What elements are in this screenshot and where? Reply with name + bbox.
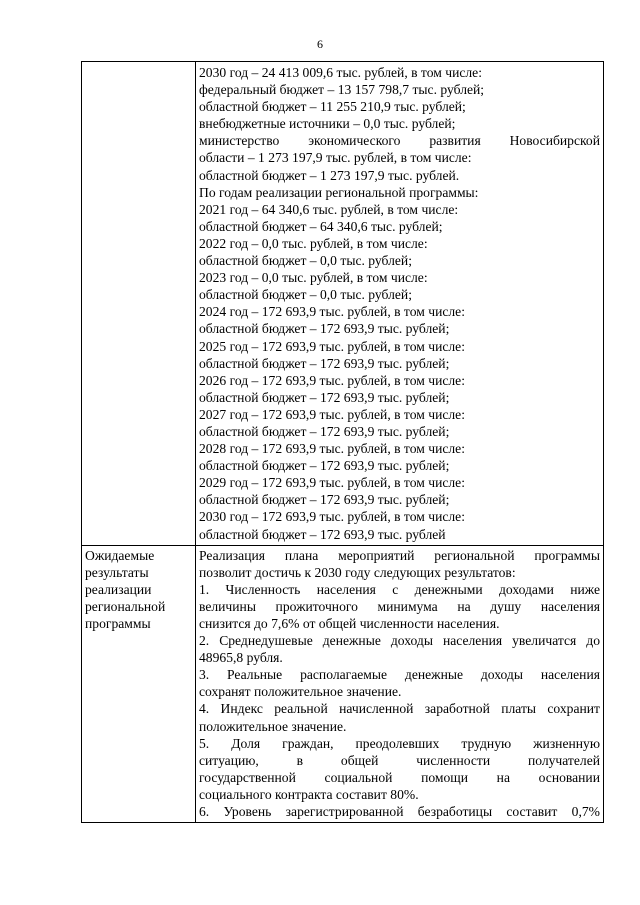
expected-results-text-line: позволит достичь к 2030 году следующих результатов: <box>199 564 516 580</box>
funding-text-line: областной бюджет – 172 693,9 тыс. рублей; <box>199 492 450 508</box>
expected-results-label-line: реализации <box>85 581 152 597</box>
funding-text-line: 2030 год – 24 413 009,6 тыс. рублей, в том числе: <box>199 65 482 80</box>
funding-text-line: областной бюджет – 172 693,9 тыс. рублей; <box>199 355 450 371</box>
expected-results-text-line: ситуацию, в общей численности получателей <box>199 752 600 768</box>
expected-results-text-line: государственной социальной помощи на основании <box>199 769 600 785</box>
funding-text-line: областной бюджет – 1 273 197,9 тыс. рублей. <box>199 167 460 183</box>
expected-results-text-line: социального контракта составит 80%. <box>199 786 419 802</box>
funding-text-line: 2029 год – 172 693,9 тыс. рублей, в том числе: <box>199 475 465 491</box>
funding-text-line: внебюджетные источники – 0,0 тыс. рублей; <box>199 116 456 132</box>
passport-table <box>81 61 604 823</box>
expected-results-text-line: величины прожиточного минимума на душу населения <box>199 598 600 614</box>
expected-results-label-line: Ожидаемые <box>85 547 155 563</box>
expected-results-text-line: 5. Доля граждан, преодолевших трудную жизненную <box>199 735 600 751</box>
funding-text-line: областной бюджет – 11 255 210,9 тыс. рублей; <box>199 99 466 115</box>
funding-text-line: федеральный бюджет – 13 157 798,7 тыс. рублей; <box>199 82 485 98</box>
funding-text-line: 2022 год – 0,0 тыс. рублей, в том числе: <box>199 235 428 251</box>
funding-text-line: 2030 год – 172 693,9 тыс. рублей, в том числе: <box>199 509 465 525</box>
funding-text-line: министерство экономического развития Новосибирской <box>199 133 600 149</box>
expected-results-text-line: Реализация плана мероприятий региональной программы <box>199 547 600 563</box>
funding-text-line: областной бюджет – 172 693,9 тыс. рублей; <box>199 389 450 405</box>
expected-results-text-line: снизится до 7,6% от общей численности населения. <box>199 616 500 631</box>
funding-content-cell <box>196 62 604 546</box>
expected-results-text-line: сохранят положительное значение. <box>199 684 402 700</box>
expected-results-text-line: положительное значение. <box>199 718 347 734</box>
funding-text-line: 2023 год – 0,0 тыс. рублей, в том числе: <box>199 270 428 286</box>
funding-text-line: областной бюджет – 64 340,6 тыс. рублей; <box>199 218 443 234</box>
expected-results-label-line: региональной <box>85 598 166 614</box>
funding-text-line: 2027 год – 172 693,9 тыс. рублей, в том числе: <box>199 406 465 422</box>
funding-label-cell <box>82 62 196 546</box>
funding-text-line: 2028 год – 172 693,9 тыс. рублей, в том числе: <box>199 441 465 457</box>
expected-results-text-line: 48965,8 рубля. <box>199 650 283 666</box>
expected-results-label-line: результаты <box>85 564 149 580</box>
funding-text-line: 2026 год – 172 693,9 тыс. рублей, в том числе: <box>199 372 465 388</box>
funding-text-line: 2025 год – 172 693,9 тыс. рублей, в том числе: <box>199 338 465 354</box>
funding-text-line: По годам реализации региональной программы: <box>199 184 479 200</box>
expected-results-label-cell <box>82 545 196 823</box>
funding-text-line: областной бюджет – 0,0 тыс. рублей; <box>199 253 412 269</box>
funding-text-line: 2021 год – 64 340,6 тыс. рублей, в том числе: <box>199 201 459 217</box>
expected-results-label-line: программы <box>85 616 151 631</box>
funding-text-line: областной бюджет – 0,0 тыс. рублей; <box>199 287 412 303</box>
funding-text-line: областной бюджет – 172 693,9 тыс. рублей; <box>199 458 450 474</box>
funding-text-line: 2024 год – 172 693,9 тыс. рублей, в том числе: <box>199 304 465 320</box>
expected-results-text-line: 2. Среднедушевые денежные доходы населения увеличатся до <box>199 633 600 649</box>
page-number: 6 <box>317 37 323 51</box>
expected-results-text-line: 1. Численность населения с денежными доходами ниже <box>199 581 600 597</box>
expected-results-text-line: 6. Уровень зарегистрированной безработицы составит 0,7% <box>199 804 600 820</box>
funding-text-line: области – 1 273 197,9 тыс. рублей, в том числе: <box>199 150 472 166</box>
expected-results-text-line: 3. Реальные располагаемые денежные доходы населения <box>199 667 600 683</box>
funding-text-line: областной бюджет – 172 693,9 тыс. рублей <box>199 526 446 542</box>
expected-results-content-cell <box>196 545 604 823</box>
expected-results-text-line: 4. Индекс реальной начисленной заработной платы сохранит <box>199 701 600 717</box>
funding-text-line: областной бюджет – 172 693,9 тыс. рублей; <box>199 321 450 337</box>
table-row-expected-results <box>82 545 604 823</box>
table-row-funding <box>82 62 604 546</box>
funding-text-line: областной бюджет – 172 693,9 тыс. рублей; <box>199 423 450 439</box>
